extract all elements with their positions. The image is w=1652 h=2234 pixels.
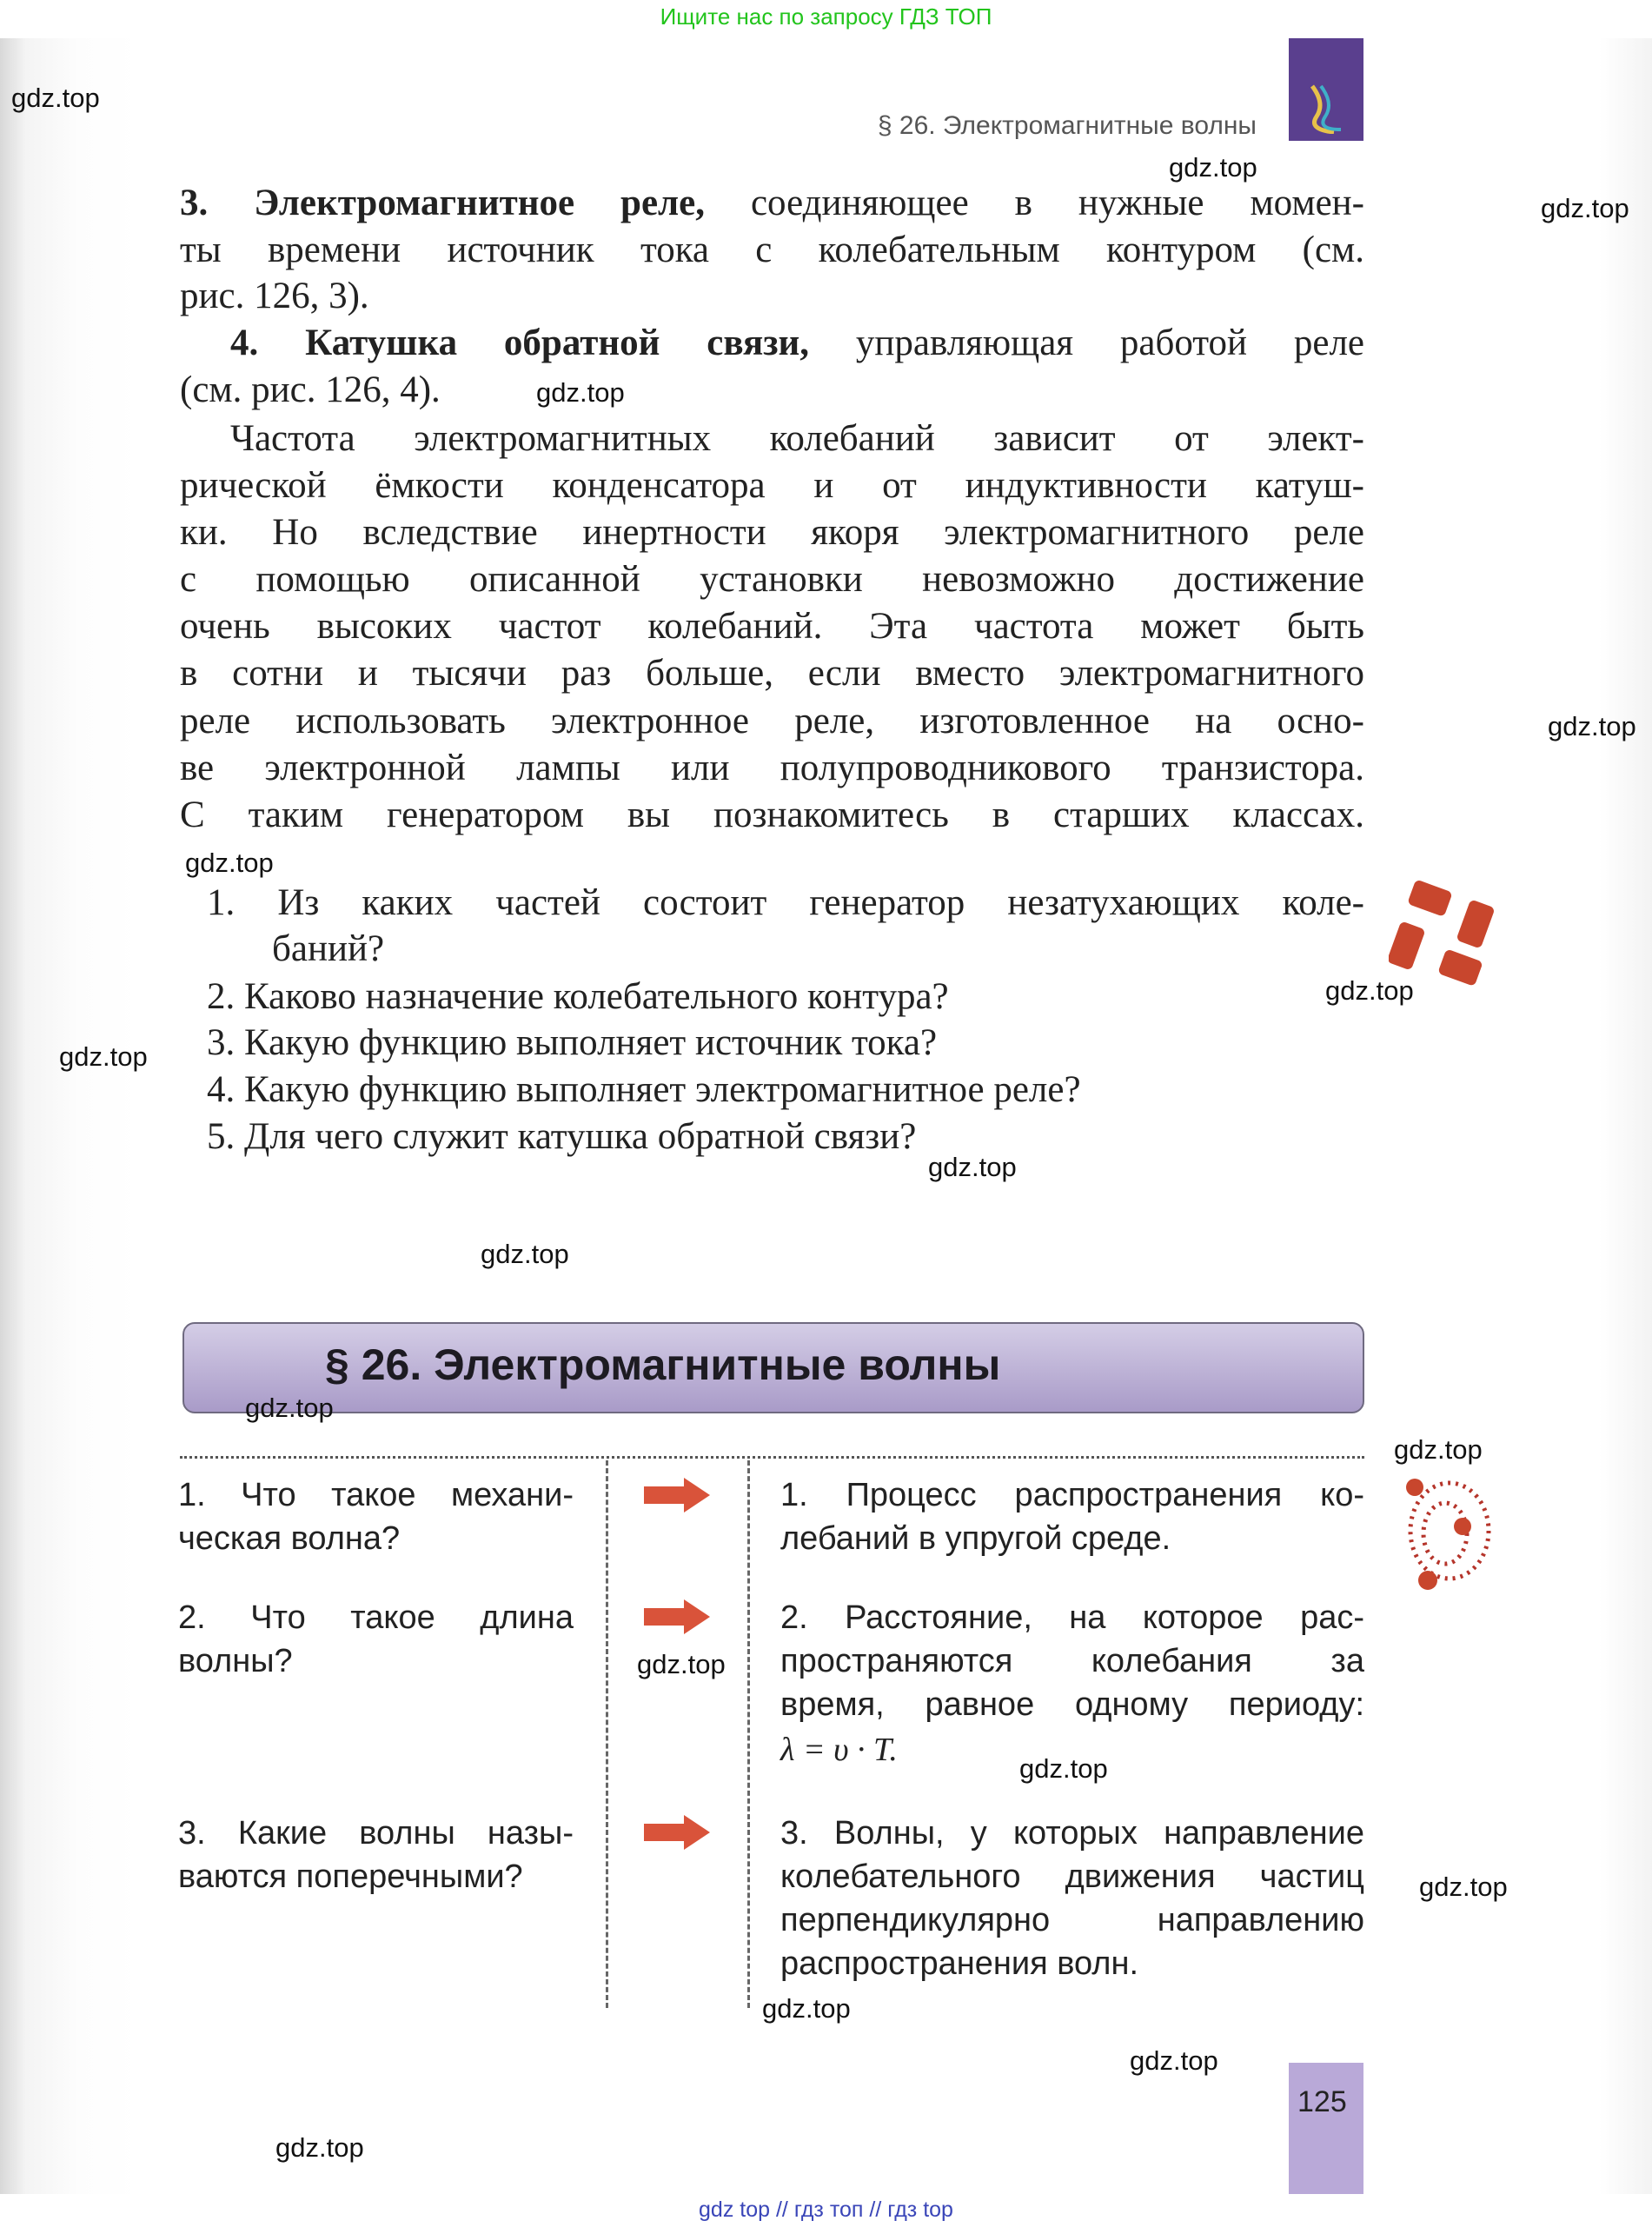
- qa-answer-1-cont: лебаний в упругой среде.: [780, 1520, 1171, 1557]
- watermark: gdz.top: [275, 2132, 364, 2163]
- page-number-tab: [1289, 2063, 1363, 2194]
- qa-question-2-cont: волны?: [178, 1643, 293, 1679]
- qa-question-1-cont: ческая волна?: [178, 1520, 401, 1557]
- watermark: gdz.top: [1169, 152, 1257, 183]
- text-line: [180, 180, 1364, 227]
- text-line: Частота электромагнитных колебаний зависит от элект-: [230, 418, 1364, 459]
- watermark: gdz.top: [1019, 1753, 1108, 1784]
- running-header: § 26. Электромагнитные волны: [877, 111, 1257, 140]
- text-line: рис. 126, 3).: [180, 276, 369, 316]
- text-line: с помощью описанной установки невозможно достижение: [180, 559, 1364, 600]
- watermark: gdz.top: [1325, 975, 1414, 1006]
- puzzle-decoration-icon: [1389, 876, 1502, 989]
- watermark: gdz.top: [185, 848, 274, 878]
- question-1: 1. Из каких частей состоит генератор незатухающих коле-: [207, 882, 1364, 923]
- watermark: gdz.top: [762, 1993, 851, 2024]
- qa-answer-3: 3. Волны, у которых направление: [780, 1815, 1364, 1852]
- watermark: gdz.top: [11, 83, 100, 113]
- wavelength-formula: λ = υ · T.: [780, 1732, 898, 1768]
- qa-answer-3-cont: колебательного движения частиц: [780, 1858, 1364, 1895]
- section-title: § 26. Электромагнитные волны: [325, 1340, 1001, 1389]
- text-line: рической ёмкости конденсатора и от индуктивности катуш-: [180, 465, 1364, 506]
- text-line: в сотни и тысячи раз больше, если вместо электромагнитного: [180, 653, 1364, 694]
- question-2: 2. Каково назначение колебательного контура?: [207, 976, 949, 1017]
- bold-term: 4. Катушка обратной связи,: [230, 322, 810, 363]
- text-line: ты времени источник тока с колебательным контуром (см.: [180, 229, 1364, 270]
- qa-question-1: 1. Что такое механи-: [178, 1477, 574, 1513]
- watermark: gdz.top: [245, 1393, 334, 1423]
- section-heading-box: [182, 1322, 1364, 1413]
- qa-question-2: 2. Что такое длина: [178, 1599, 574, 1636]
- wave-icon: [1308, 82, 1343, 134]
- arrow-right-icon: [644, 1478, 710, 1513]
- page-number: 125: [1297, 2085, 1347, 2118]
- qa-answer-1: 1. Процесс распространения ко-: [780, 1477, 1364, 1513]
- text-line: ве электронной лампы или полупроводникового транзистора.: [180, 748, 1364, 788]
- column-divider: [747, 1460, 750, 2008]
- qa-question-3-cont: ваются поперечными?: [178, 1858, 523, 1895]
- text-line: С таким генератором вы познакомитесь в старших классах.: [180, 795, 1364, 835]
- text-line: реле использовать электронное реле, изготовленное на осно-: [180, 701, 1364, 741]
- watermark: gdz.top: [481, 1239, 569, 1269]
- watermark: gdz.top: [1419, 1872, 1508, 1902]
- search-hint: Ищите нас по запросу ГДЗ ТОП: [660, 3, 992, 30]
- watermark: gdz.top: [59, 1041, 148, 1072]
- qa-answer-2: 2. Расстояние, на которое рас-: [780, 1599, 1364, 1636]
- question-3: 3. Какую функцию выполняет источник тока?: [207, 1022, 938, 1063]
- arrow-right-icon: [644, 1815, 710, 1850]
- chapter-tab: [1289, 38, 1363, 141]
- watermark: gdz.top: [637, 1649, 726, 1679]
- watermark: gdz.top: [1394, 1434, 1483, 1465]
- text-line: [230, 320, 1364, 367]
- orbit-decoration-icon: [1389, 1474, 1502, 1592]
- text-line: ки. Но вследствие инертности якоря электромагнитного реле: [180, 512, 1364, 553]
- question-4: 4. Какую функцию выполняет электромагнитное реле?: [207, 1069, 1081, 1110]
- text-line: очень высоких частот колебаний. Эта частота может быть: [180, 606, 1364, 647]
- watermark: gdz.top: [1548, 711, 1636, 741]
- bold-term: 3. Электромагнитное реле,: [180, 183, 705, 223]
- question-5: 5. Для чего служит катушка обратной связи?: [207, 1116, 917, 1157]
- text-line: (см. рис. 126, 4).: [180, 369, 441, 410]
- text: соединяющее в нужные момен-: [705, 183, 1364, 223]
- qa-answer-2-cont: пространяются колебания за: [780, 1643, 1364, 1679]
- watermark: gdz.top: [1130, 2045, 1218, 2076]
- divider: [180, 1456, 1364, 1459]
- qa-question-3: 3. Какие волны назы-: [178, 1815, 574, 1852]
- text: управляющая работой реле: [809, 322, 1365, 363]
- watermark: gdz.top: [536, 377, 625, 408]
- qa-answer-3-cont: перпендикулярно направлению: [780, 1902, 1364, 1938]
- column-divider: [606, 1460, 608, 2008]
- footer-links[interactable]: gdz top // гдз топ // гдз top: [699, 2197, 953, 2222]
- qa-answer-3-cont: распространения волн.: [780, 1945, 1139, 1982]
- watermark: gdz.top: [1541, 193, 1629, 223]
- arrow-right-icon: [644, 1599, 710, 1634]
- qa-answer-2-cont: время, равное одному периоду:: [780, 1686, 1364, 1723]
- watermark: gdz.top: [928, 1152, 1017, 1182]
- question-1-cont: баний?: [272, 928, 385, 969]
